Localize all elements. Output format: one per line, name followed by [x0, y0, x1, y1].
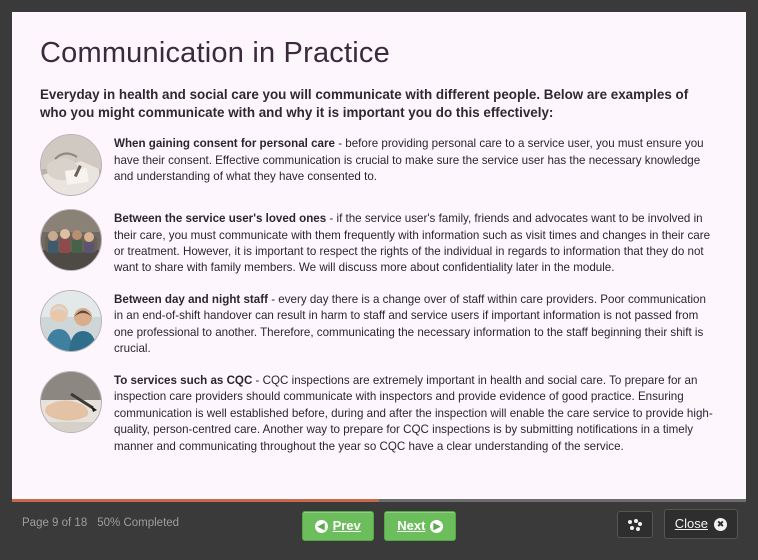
prev-button[interactable] — [302, 511, 374, 541]
two-carers-talking-photo — [40, 290, 102, 352]
next-button[interactable] — [384, 511, 456, 541]
next-button-label: Next — [397, 518, 426, 533]
communication-examples-list — [40, 134, 718, 455]
list-item — [40, 371, 718, 455]
page-title: Communication in Practice — [40, 37, 390, 69]
list-item — [40, 290, 718, 358]
progress-bar-fill — [12, 499, 379, 502]
gear-dots-icon — [627, 518, 643, 532]
list-item-body: - before providing personal care to a service user, you must ensure you have their consent. Effective communication is crucial to make sure the service user has the necessary knowledge and understanding of what they have consented to. — [114, 137, 704, 183]
chevron-right-icon: ▶ — [430, 520, 443, 533]
player-bottom-bar — [12, 499, 746, 548]
list-item-body: - every day there is a change over of staff within care providers. Poor communication in an end-of-shift handover can result in harm to staff and service users if important information is not passed from one professional to another. Therefore, communicating the necessary information to the staff beginning their shift is crucial. — [114, 292, 706, 356]
list-item-heading: When gaining consent for personal care — [114, 137, 335, 151]
settings-button[interactable] — [617, 511, 653, 538]
list-item-heading: To services such as CQC — [114, 373, 253, 387]
prev-button-label: Prev — [332, 518, 361, 533]
list-item-body: - CQC inspections are extremely important in health and social care. To prepare for an inspection care providers should communicate with inspectors and provide evidence of good practice. Ensuring communication is well established before, during and after the inspection will enable the care service to provide high-quality, person-centred care. Another way to prepare for CQC inspections is by submitting notifications in a timely manner and communicating throughout the year so CQC have a clear understanding of the service. — [114, 373, 713, 453]
slide-content-area — [12, 12, 746, 499]
family-group-seated-photo — [40, 209, 102, 271]
close-x-icon: ✖ — [714, 518, 727, 531]
list-item-body: - if the service user's family, friends and advocates want to be involved in their care, you must communicate with them frequently with information such as visit times and changes in their care or treatment. However, it is important to respect the rights of the individual in regards to information that they do not want to share with family members. We will discuss more about confidentiality later in the module. — [114, 212, 711, 275]
list-item-text — [114, 371, 718, 455]
list-item — [40, 209, 718, 277]
list-item-text — [114, 134, 718, 185]
page-number-label: Page 9 of 18 — [22, 517, 88, 529]
list-item-text — [114, 209, 718, 277]
list-item-text — [114, 290, 718, 358]
list-item-heading: Between the service user's loved ones — [114, 212, 327, 226]
chevron-left-icon: ◀ — [315, 520, 328, 533]
slide-intro-text: Everyday in health and social care you will communicate with different people. Below are examples of who you might communicate with and why it is important you do this effectively: — [40, 86, 689, 120]
completion-label: 50% Completed — [97, 517, 180, 529]
list-item-heading: Between day and night staff — [114, 292, 268, 306]
list-item — [40, 134, 718, 196]
close-button-label: Close — [674, 516, 708, 531]
player-right-controls — [611, 509, 738, 539]
hand-writing-with-pen-photo — [40, 371, 102, 433]
progress-bar-track[interactable] — [12, 499, 746, 502]
close-button[interactable] — [664, 509, 738, 539]
person-writing-on-clipboard-photo — [40, 134, 102, 196]
